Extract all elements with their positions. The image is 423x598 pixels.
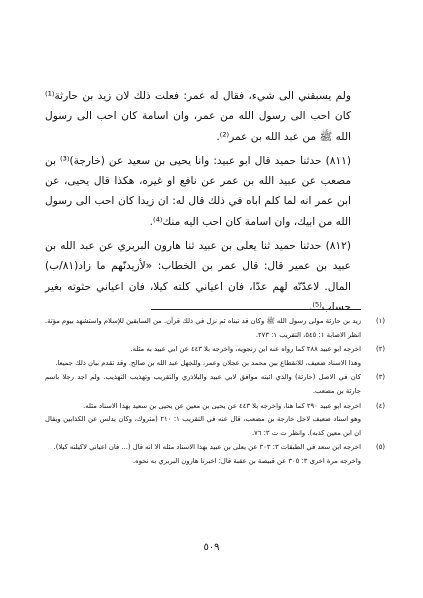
footnote: [45, 400, 385, 441]
footnote: [45, 371, 385, 398]
paragraph-812: (٨١٢) حدثنا حميد ثنا يعلى بن عبيد ثنا هارون البربري عن عبد الله بن عبيد بن عمير قال: قال عمر بن الخطاب: «لأزيدنّهم ما زاد(٨١/ب) المال. لاعدّنّه لهم عدّا، فان اعياني كلته كيلا، فان اعياني حثوته بغير حساب⁽⁵⁾.: [45, 240, 351, 313]
footnotes: [45, 315, 385, 469]
footnote-text: [45, 315, 361, 342]
footnote-line: كان في الاصل (حارثة) والذي اثبته موافق لابي عبيد والبلاذري والتقريب وتهذيب التهذيب. ولم اجد رجلا باسم حارثة بن مصعب.: [45, 373, 361, 395]
footnote-text: [45, 343, 361, 370]
footnote-text: [45, 400, 361, 441]
footnote-text: [45, 371, 361, 398]
paragraph-811: (٨١١) حدثنا حميد قال ابو عبيد: وانا يحيى بن سعيد عن (خارجة)⁽³⁾ بن مصعب عن عبيد الله بن عمر عن نافع او غيره، هكذا قال يحيى، عن ابن عمر انه لما كلم اباه في ذلك قال له: ان زيدا كان احب الى رسول الله من ابيك، وان اسامة كان احب اليه منك⁽⁴⁾.: [45, 154, 351, 228]
footnote: [45, 441, 385, 468]
footnote-text: [45, 441, 361, 468]
footnote: [45, 315, 385, 342]
footnote: [45, 343, 385, 370]
footnote-number: (١): [376, 317, 385, 325]
footnote-number: (٣): [376, 373, 385, 382]
footnote-line: اخرجه ابو عبيد ٢٨٨ كما رواه عنه ابن زنجويه، واخرجه بلا ٤٤٣ عن ابي عبيد به مثله.: [130, 345, 361, 354]
footnote-line: اخرجه ابو عبيد ٢٩٠ كما هنا، واخرجه بلا ٤٤٣ عن يحيى بن معين عن يحيى بن سعيد بهذا الاسناد مثله.: [83, 401, 361, 410]
footnote-number: (٥): [376, 443, 385, 452]
main-text: [45, 86, 351, 317]
footnote-line: زيد بن حارثة مولى رسول الله ﷺ وكان قد تبناه ثم نزل في ذلك قرآن. من السابقين للإسلام واستشهد بيوم مؤتة. انظر الاصابة ١: ٥٤٥، التقريب ١: ٢٧٣.: [45, 317, 361, 339]
paragraph-1: ولم يسبقني الى شيء، فقال له عمر: فعلت ذلك لان زيد بن حارثة⁽¹⁾ كان احب الى رسول الله من عمر، وان اسامة كان احب الى رسول الله ﷺ من عبد الله بن عمر⁽²⁾.: [45, 90, 351, 143]
footnote-line: اخرجه ابن سعد في الطبقات ٣: ٣٠٣ عن يعلى بن عبيد بهذا الاسناد مثله الا انه قال (... فان اعياني لاكيلنه كيلا).: [53, 443, 361, 452]
footnote-divider: [151, 309, 361, 310]
footnote-number: (٤): [376, 401, 385, 410]
footnote-line: وهو اسناد ضعيف لاجل خارجة بن مصعب، قال عنه في التقريب ١: ٢١٠ (متروك، وكان يدلس عن الكذابين ويقال ان ابن معين كذبه). وانظر ت ت ٣: ٧٦.: [45, 415, 361, 437]
footnote-number: (٢): [376, 345, 385, 354]
footnote-line: وهذا الاسناد ضعيف، للانقطاع بين محمد بن عجلان وعمر، وللجهل عبد الله بن صالح. وقد تقدم بيان ذلك جميعا.: [55, 358, 361, 367]
page-number: ٥٠٩: [203, 542, 220, 553]
footnote-line: واخرجه مرة اخرى ٣: ٣٠٥ عن قبيصة بن عقبة قال: اخبرنا هارون البربري به نحوه.: [133, 456, 361, 465]
